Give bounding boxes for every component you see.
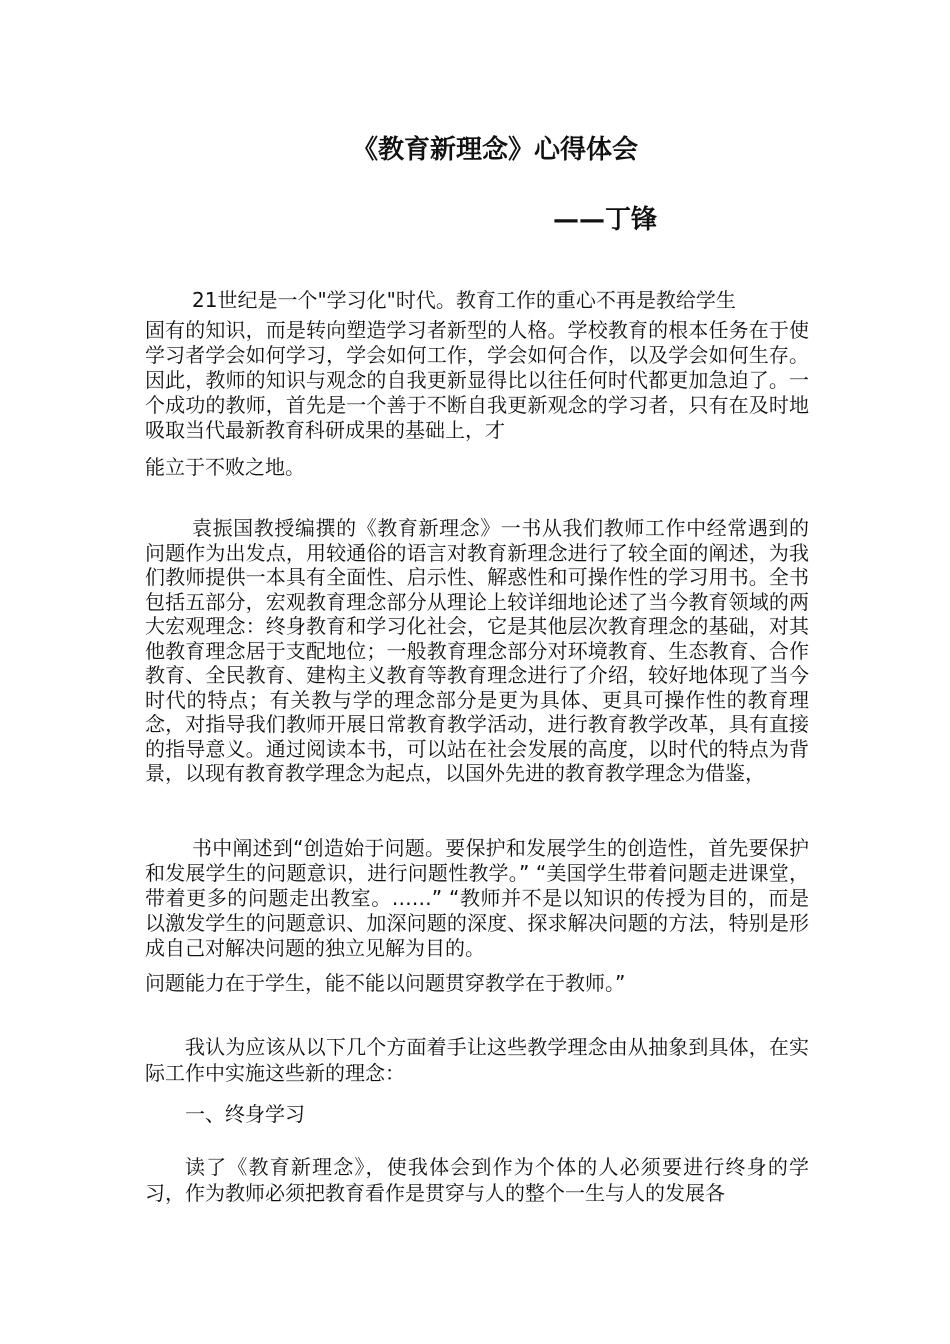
document-author: ——丁锋 [553,205,658,235]
section-heading-lifelong-learning: 一、终身学习 [185,1102,305,1126]
paragraph-book-summary: 袁振国教授编撰的《教育新理念》一书从我们教师工作中经常遇到的问题作为出发点，用较通俗的语言对教育新理念进行了较全面的阐述，为我们教师提供一本具有全面性、启示性、解惑性和可操作性的学习用书。全书包括五部分，宏观教育理念部分从理论上较详细地论述了当今教育领域的两大宏观理念：终身教育和学习化社会，它是其他层次教育理念的基础，对其他教育理念居于支配地位；一般教育理念部分对环境教育、生态教育、合作教育、全民教育、建构主义教育等教育理念进行了介绍，较好地体现了当今时代的特点；有关教与学的理念部分是更为具体、更具可操作性的教育理念，对指导我们教师开展日常教育教学活动，进行教育教学改革，具有直接的指导意义。通过阅读本书，可以站在社会发展的高度，以时代的特点为背景，以现有教育教学理念为起点，以国外先进的教育教学理念为借鉴， [145,516,809,785]
paragraph-intro-body: 固有的知识，而是转向塑造学习者新型的人格。学校教育的根本任务在于使学习者学会如何学习，学会如何工作，学会如何合作，以及学会如何生存。因此，教师的知识与观念的自我更新显得比以往任何时代都更加急迫了。一个成功的教师，首先是一个善于不断自我更新观念的学习者，只有在及时地吸取当代最新教育科研成果的基础上，才 [145,318,809,442]
paragraph-approach: 我认为应该从以下几个方面着手让这些教学理念由从抽象到具体，在实际工作中实施这些新的理念： [145,1035,809,1085]
paragraph-lifelong-learning: 读了《教育新理念》，使我体会到作为个体的人必须要进行终身的学习，作为教师必须把教育看作是贯穿与人的整个一生与人的发展各 [145,1155,809,1205]
paragraph-intro [145,282,809,485]
paragraph-intro-line1: 21世纪是一个"学习化"时代。教育工作的重心不再是教给学生 [192,288,736,312]
paragraph-quotes-body: 书中阐述到“创造始于问题。要保护和发展学生的创造性，首先要保护和发展学生的问题意识，进行问题性教学。” “美国学生带着问题走进课堂，带着更多的问题走出教室。……” “教师并不是以知识的传授为目的，而是以激发学生的问题意识、加深问题的深度、探求解决问题的方法，特别是形成自己对解决问题的独立见解为目的。 [145,836,809,960]
document-title: 《教育新理念》心得体会 [351,135,638,165]
paragraph-quotes [145,836,809,997]
paragraph-intro-last: 能立于不败之地。 [145,455,305,479]
paragraph-quotes-tail: 问题能力在于学生，能不能以问题贯穿教学在于教师。” [145,971,626,995]
